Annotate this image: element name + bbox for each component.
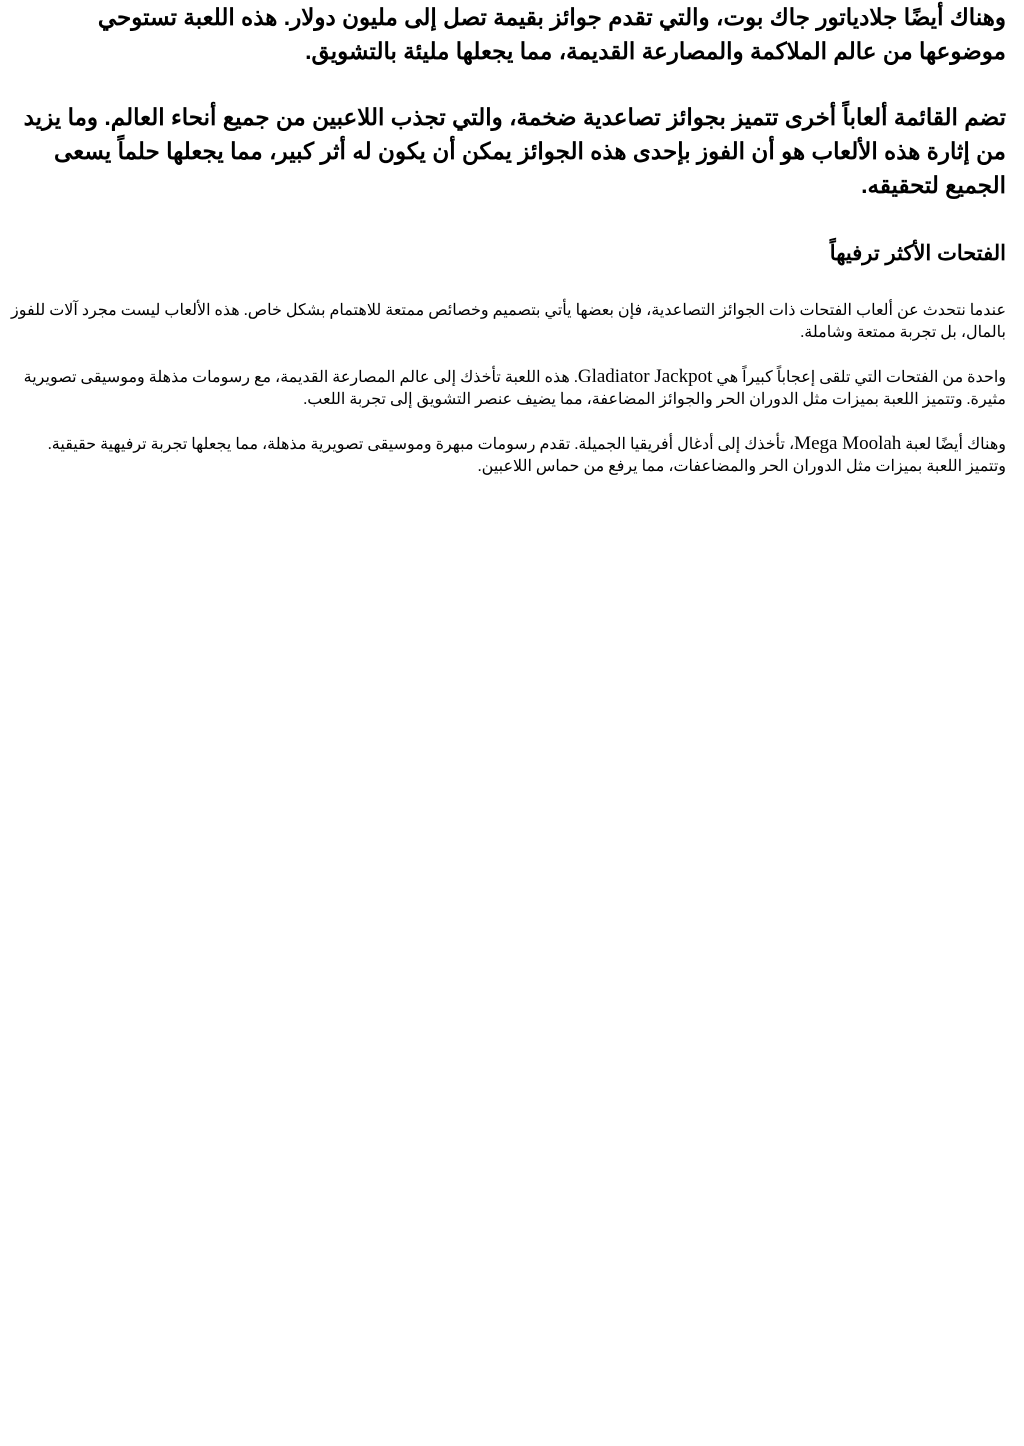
section-heading: الفتحات الأكثر ترفيهاً [829, 242, 1006, 265]
mega-moolah-game-name: Mega Moolah [794, 433, 902, 454]
jackpot-list-paragraph: تضم القائمة ألعاباً أخرى تتميز بجوائز تصاعدية ضخمة، والتي تجذب اللاعبين من جميع أنحاء العالم. وما يزيد من إثارة هذه الألعاب هو أن الفوز بإحدى هذه الجوائز يمكن أن يكون له أثر كبير، مما يجعلها حلماً يسعى الجميع لتحقيقه. [23, 104, 1006, 198]
intro-paragraph: وهناك أيضًا جلادياتور جاك بوت، والتي تقدم جوائز بقيمة تصل إلى مليون دولار. هذه اللعبة تستوحي موضوعها من عالم الملاكمة والمصارعة القديمة، مما يجعلها مليئة بالتشويق. [97, 4, 1006, 64]
gladiator-description-text: . هذه اللعبة تأخذك إلى عالم المصارعة القديمة، مع رسومات مذهلة وموسيقى تصويرية مثيرة. وتتميز اللعبة بميزات مثل الدوران الحر والجوائز المضاعفة، مما يضيف عنصر التشويق إلى تجربة اللعب. [23, 369, 1006, 408]
gladiator-jackpot-paragraph [10, 366, 1006, 411]
mega-moolah-paragraph [10, 433, 1006, 478]
article [10, 0, 1006, 478]
progressive-slots-paragraph: عندما نتحدث عن ألعاب الفتحات ذات الجوائز التصاعدية، فإن بعضها يأتي بتصميم وخصائص ممتعة للاهتمام بشكل خاص. هذه الألعاب ليست مجرد آلات للفوز بالمال، بل تجربة ممتعة وشاملة. [10, 302, 1006, 341]
mega-moolah-intro-text: وهناك أيضًا لعبة [901, 436, 1006, 453]
mega-moolah-description-text: ، تأخذك إلى أدغال أفريقيا الجميلة. تقدم رسومات مبهرة وموسيقى تصويرية مذهلة، مما يجعلها تجربة ترفيهية حقيقية. وتتميز اللعبة بميزات مثل الدوران الحر والمضاعفات، مما يرفع من حماس اللاعبين. [47, 436, 1006, 475]
gladiator-intro-text: واحدة من الفتحات التي تلقى إعجاباً كبيراً هي [712, 369, 1006, 386]
gladiator-game-name: Gladiator Jackpot [577, 366, 713, 387]
